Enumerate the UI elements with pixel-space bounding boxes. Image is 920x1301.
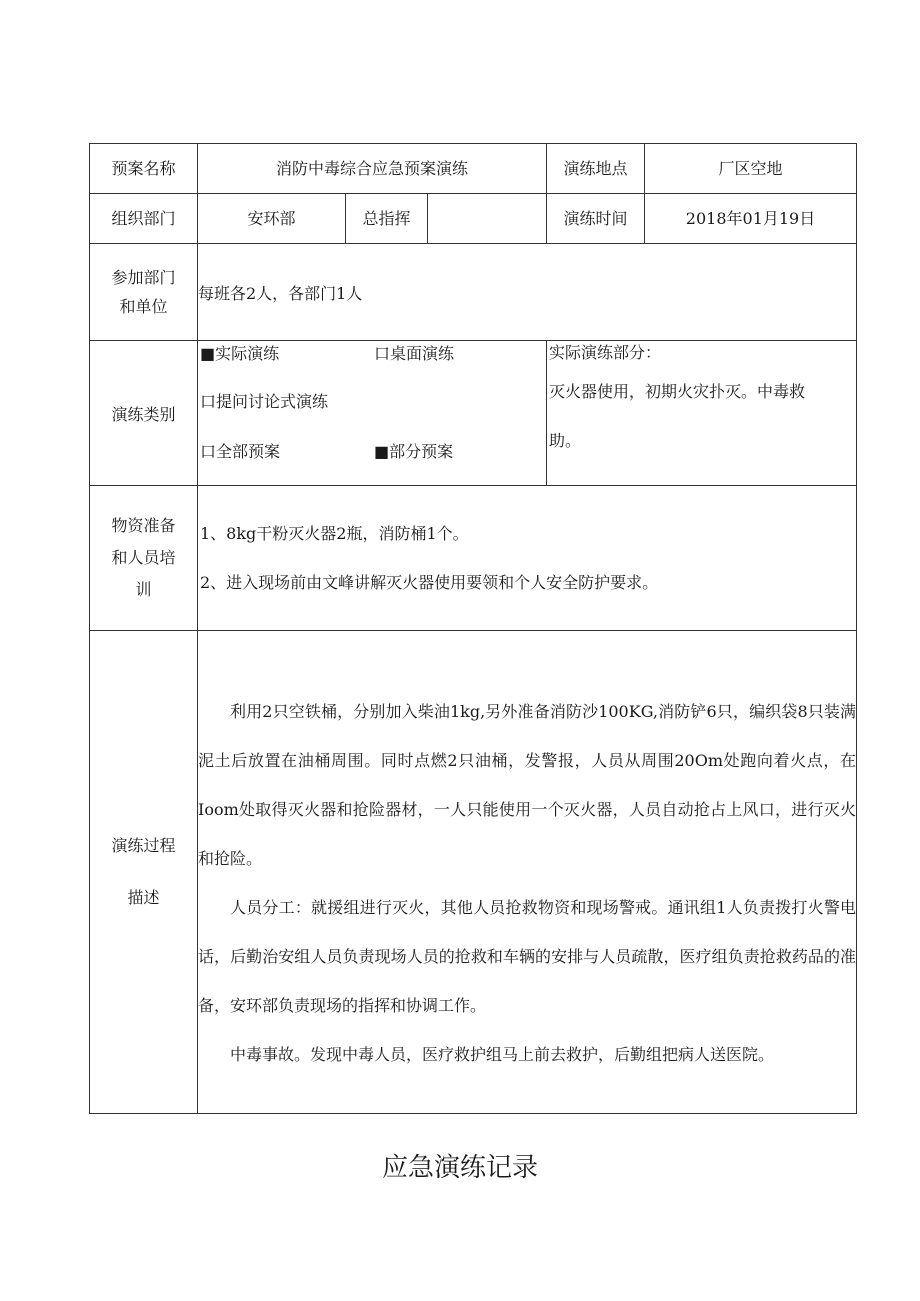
plan-name-value: 消防中毒综合应急预案演练: [198, 144, 547, 194]
process-label: [90, 631, 198, 1114]
table-row: [90, 194, 857, 244]
drill-type-label: 演练类别: [90, 341, 198, 486]
actual-part-line2: 助。: [549, 431, 582, 451]
option-discussion-drill: 口提问讨论式演练: [200, 392, 329, 412]
materials-item-2: 2、进入现场前由文峰讲解灭火器使用要领和个人安全防护要求。: [200, 573, 659, 593]
process-paragraph-2: 人员分工：就援组进行灭火，其他人员抢救物资和现场警戒。通讯组1人负责拨打火警电话，后勤治安组人员负责现场人员的抢救和车辆的安排与人员疏散，医疗组负责抢救药品的准备，安环部负责现场的指挥和协调工作。: [198, 898, 857, 1016]
table-row: [90, 244, 857, 341]
materials-label: [90, 486, 198, 631]
participants-label-line1: 参加部门: [111, 268, 176, 288]
table-row: [90, 486, 857, 631]
actual-part-heading: 实际演练部分：: [549, 343, 662, 363]
materials-label-line1: 物资准备: [111, 516, 176, 536]
location-value: 厂区空地: [645, 144, 857, 194]
process-label-line1: 演练过程: [111, 836, 176, 856]
materials-label-line3: 训: [135, 580, 152, 600]
participants-value: 每班各2人，各部门1人: [198, 244, 857, 341]
time-value: 2018年01月19日: [645, 194, 857, 244]
plan-name-label: 预案名称: [90, 144, 198, 194]
process-label-line2: 描述: [127, 888, 160, 908]
option-full-plan: 口全部预案: [200, 442, 281, 462]
location-label: 演练地点: [547, 144, 645, 194]
process-paragraph-1: 利用2只空铁桶，分别加入柴油1kg,另外准备消防沙100KG,消防铲6只，编织袋8只装满泥土后放置在油桶周围。同时点燃2只油桶，发警报，人员从周围20Om处跑向着火点，在Ioom处取得灭火器和抢险器材，一人只能使用一个灭火器，人员自动抢占上风口，进行灭火和抢险。: [198, 702, 857, 869]
option-partial-plan: ■部分预案: [374, 442, 454, 462]
drill-record-table: [89, 143, 857, 1114]
table-row: [90, 341, 857, 486]
process-description: [198, 631, 857, 1114]
table-row: [90, 631, 857, 1114]
drill-type-options: [198, 341, 547, 486]
actual-part-line1: 灭火器使用，初期火灾扑灭。中毒救: [549, 382, 806, 402]
materials-value: [198, 486, 857, 631]
participants-label-line2: 和单位: [119, 297, 168, 317]
materials-item-1: 1、8kg干粉灭火器2瓶，消防桶1个。: [200, 524, 469, 544]
org-dept-label: 组织部门: [90, 194, 198, 244]
time-label: 演练时间: [547, 194, 645, 244]
table-row: [90, 144, 857, 194]
org-dept-value: 安环部: [198, 194, 346, 244]
commander-label: 总指挥: [346, 194, 428, 244]
actual-part-detail: [547, 341, 857, 486]
commander-value: [428, 194, 547, 244]
participants-label: [90, 244, 198, 341]
materials-label-line2: 和人员培: [111, 548, 176, 568]
option-actual-drill: ■实际演练: [200, 344, 280, 364]
option-tabletop-drill: 口桌面演练: [374, 344, 455, 364]
process-paragraph-3: 中毒事故。发现中毒人员，医疗救护组马上前去救护，后勤组把病人送医院。: [230, 1045, 775, 1065]
page-title: 应急演练记录: [381, 1153, 538, 1183]
